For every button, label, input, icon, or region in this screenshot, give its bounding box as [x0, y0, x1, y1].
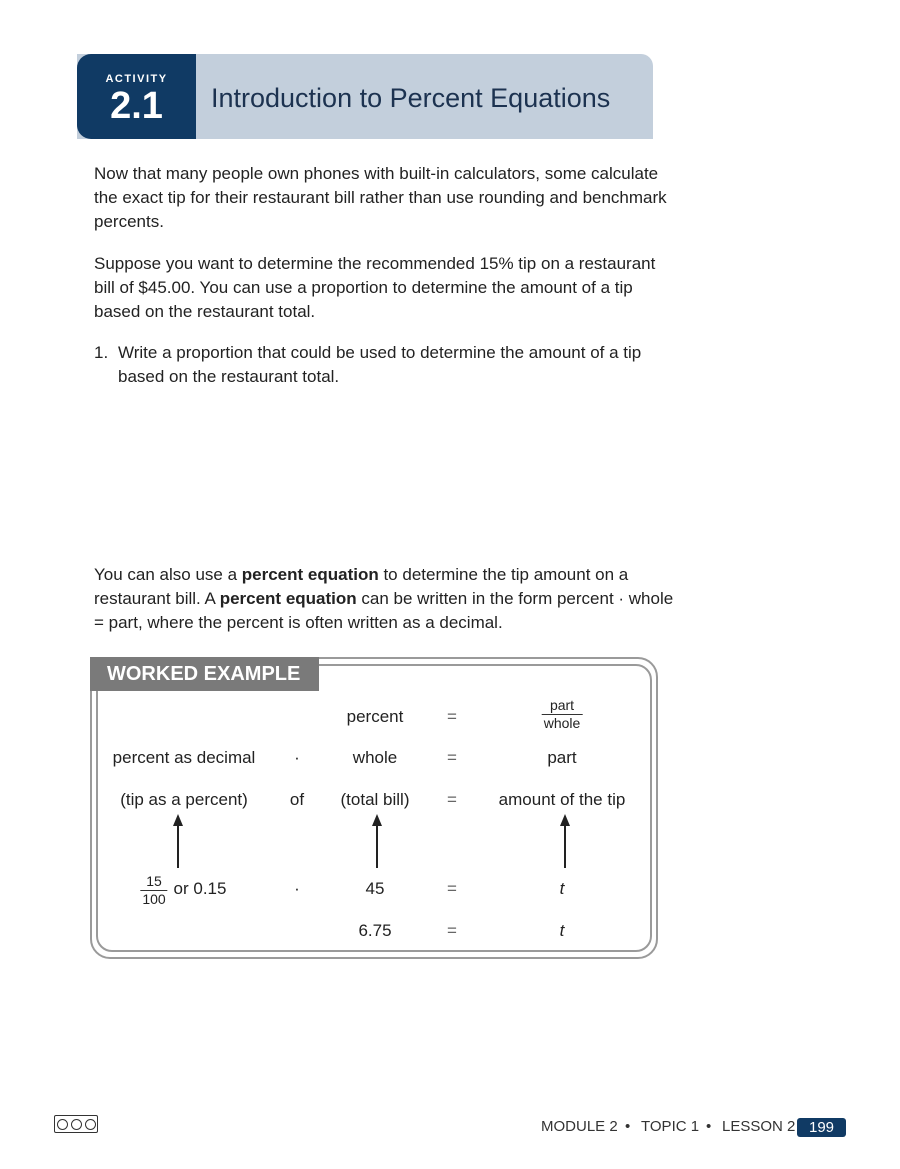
footer-module: MODULE 2: [541, 1118, 618, 1135]
arrow-shaft: [564, 824, 566, 868]
part-over-whole-fraction: [542, 697, 583, 732]
row2-whole: whole: [352, 748, 398, 767]
fraction-numerator: 15: [146, 873, 162, 889]
row3-tip-as-percent: (tip as a percent): [120, 790, 248, 809]
fraction-numerator: part: [549, 697, 575, 713]
activity-title: Introduction to Percent Equations: [211, 83, 611, 113]
row4-bill-value: 45: [365, 879, 385, 898]
row2-part: part: [547, 748, 577, 767]
footer-bullet: •: [706, 1118, 712, 1135]
footer-lesson: LESSON 2: [722, 1118, 796, 1135]
row1-percent: percent: [346, 707, 404, 726]
fifteen-over-hundred-fraction: [140, 873, 167, 908]
term-percent-equation: percent equation: [241, 565, 379, 584]
row5-variable-t: t: [559, 921, 565, 940]
row2-equals: =: [447, 748, 457, 767]
intro-paragraph-2: Suppose you want to determine the recommended 15% tip on a restaurant bill of $45.00. You can use a proportion to determine the amount of a tip based on the restaurant total.: [94, 254, 656, 321]
question-number: 1.: [94, 343, 109, 362]
paragraph-text-1: You can also use a: [94, 565, 242, 584]
activity-number: 2.1: [110, 85, 163, 127]
paragraph-text-2: to determine the tip amount on a restaurant bill. A: [94, 565, 629, 608]
row5-equals: =: [447, 921, 457, 940]
row3-total-bill: (total bill): [340, 790, 410, 809]
row1-equals: =: [447, 707, 457, 726]
row3-equals: =: [447, 790, 457, 809]
row3-of: of: [289, 790, 305, 809]
activity-label: ACTIVITY: [105, 73, 168, 85]
fraction-denominator: whole: [543, 715, 581, 731]
row4-or-decimal: or 0.15: [173, 879, 227, 898]
fraction-denominator: 100: [142, 891, 166, 907]
paragraph-text-3: can be written in the form percent · whole = part, where the percent is often written as a decimal.: [94, 589, 674, 632]
intro-paragraph-1: Now that many people own phones with built-in calculators, some calculate the exact tip for their restaurant bill rather than use rounding and benchmark percents.: [94, 164, 667, 231]
percent-equation-paragraph: [94, 563, 674, 635]
page-number: 199: [797, 1118, 846, 1137]
row4-variable-t: t: [559, 879, 565, 898]
arrow-shaft: [376, 824, 378, 868]
row3-amount-of-tip: amount of the tip: [498, 790, 626, 809]
creative-commons-license-icon: [54, 1115, 98, 1133]
row5-result-value: 6.75: [358, 921, 392, 940]
footer-bullet: •: [625, 1118, 631, 1135]
row2-percent-as-decimal: percent as decimal: [112, 748, 256, 767]
question-text: Write a proportion that could be used to determine the amount of a tip based on the restaurant total.: [118, 343, 642, 386]
activity-badge: [77, 54, 196, 139]
row4-multiply-dot: ·: [294, 879, 300, 898]
row2-multiply-dot: ·: [294, 748, 300, 767]
footer-topic: TOPIC 1: [641, 1118, 700, 1135]
worked-example-header: WORKED EXAMPLE: [90, 657, 319, 691]
row4-equals: =: [447, 879, 457, 898]
arrow-shaft: [177, 824, 179, 868]
term-percent-equation-2: percent equation: [219, 589, 357, 608]
